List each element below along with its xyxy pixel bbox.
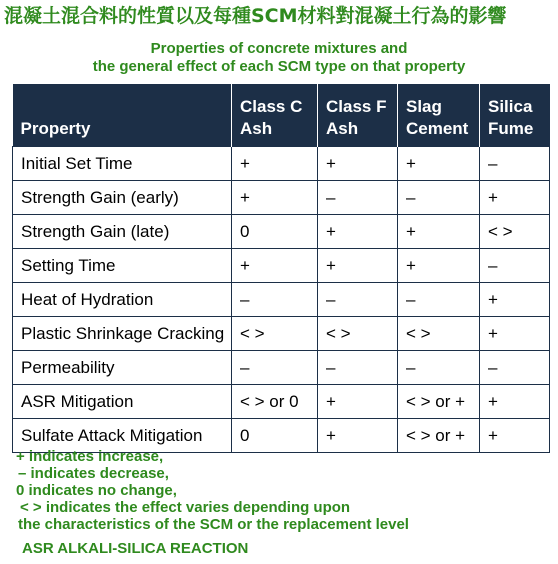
effect-cell: +: [318, 215, 398, 249]
header-line: Slag: [406, 97, 442, 116]
effect-cell: –: [398, 181, 480, 215]
table-row: [13, 215, 550, 249]
effect-cell: +: [232, 181, 318, 215]
note-varies: < > indicates the effect varies depending upon: [20, 499, 351, 516]
note-decrease: – indicates decrease,: [18, 465, 169, 482]
effect-cell: < >: [480, 215, 550, 249]
property-cell: Strength Gain (early): [13, 181, 232, 215]
effect-cell: +: [480, 283, 550, 317]
header-line: Ash: [326, 119, 359, 138]
subtitle-line-2: the general effect of each SCM type on that property: [92, 58, 466, 75]
effect-cell: –: [318, 283, 398, 317]
table-row: [13, 385, 550, 419]
effect-cell: –: [480, 249, 550, 283]
effect-cell: –: [318, 181, 398, 215]
effect-cell: –: [398, 283, 480, 317]
effect-cell: +: [318, 249, 398, 283]
header-class-c-ash: [232, 84, 318, 147]
subtitle-line-1: Properties of concrete mixtures and: [150, 40, 408, 57]
effect-cell: < > or +: [398, 419, 480, 453]
effect-cell: +: [480, 317, 550, 351]
effect-cell: –: [318, 351, 398, 385]
note-no-change: 0 indicates no change,: [16, 482, 177, 499]
property-cell: Permeability: [13, 351, 232, 385]
header-line: Class C: [240, 97, 303, 116]
header-line: Cement: [406, 119, 469, 138]
effect-cell: < >: [318, 317, 398, 351]
header-silica-fume: [480, 84, 550, 147]
effect-cell: –: [232, 283, 318, 317]
effect-cell: +: [480, 181, 550, 215]
effect-cell: 0: [232, 419, 318, 453]
property-cell: Plastic Shrinkage Cracking: [13, 317, 232, 351]
effect-cell: +: [318, 385, 398, 419]
asr-footnote: ASR ALKALI-SILICA REACTION: [22, 540, 249, 557]
header-line: Class F: [326, 97, 387, 116]
english-subtitle: [0, 40, 558, 76]
header-line: Silica: [488, 97, 533, 116]
effect-cell: +: [398, 147, 480, 181]
effect-cell: +: [398, 249, 480, 283]
header-line: Fume: [488, 119, 534, 138]
effect-cell: +: [232, 147, 318, 181]
scm-property-table: [12, 84, 550, 453]
table-row: [13, 249, 550, 283]
table-row: [13, 181, 550, 215]
effect-cell: +: [480, 385, 550, 419]
table-row: [13, 283, 550, 317]
legend-notes: [16, 448, 546, 533]
property-cell: Setting Time: [13, 249, 232, 283]
effect-cell: +: [398, 215, 480, 249]
effect-cell: < >: [232, 317, 318, 351]
effect-cell: +: [480, 419, 550, 453]
property-cell: Initial Set Time: [13, 147, 232, 181]
property-cell: Strength Gain (late): [13, 215, 232, 249]
note-varies-cont: the characteristics of the SCM or the replacement level: [18, 516, 409, 533]
property-cell: Sulfate Attack Mitigation: [13, 419, 232, 453]
note-increase: + indicates increase,: [16, 448, 164, 465]
table-row: [13, 317, 550, 351]
table-header-row: [13, 84, 550, 147]
effect-cell: < >: [398, 317, 480, 351]
header-property: Property: [13, 84, 232, 147]
effect-cell: < > or 0: [232, 385, 318, 419]
effect-cell: –: [232, 351, 318, 385]
property-cell: Heat of Hydration: [13, 283, 232, 317]
table-body: [13, 147, 550, 453]
effect-cell: 0: [232, 215, 318, 249]
header-line: Ash: [240, 119, 273, 138]
effect-cell: –: [398, 351, 480, 385]
effect-cell: +: [318, 147, 398, 181]
effect-cell: –: [480, 351, 550, 385]
table-row: [13, 147, 550, 181]
effect-cell: –: [480, 147, 550, 181]
table-row: [13, 351, 550, 385]
effect-cell: < > or +: [398, 385, 480, 419]
effect-cell: +: [318, 419, 398, 453]
property-cell: ASR Mitigation: [13, 385, 232, 419]
header-slag-cement: [398, 84, 480, 147]
effect-cell: +: [232, 249, 318, 283]
chinese-title: 混凝土混合料的性質以及每種SCM材料對混凝土行為的影響: [4, 5, 507, 27]
header-class-f-ash: [318, 84, 398, 147]
